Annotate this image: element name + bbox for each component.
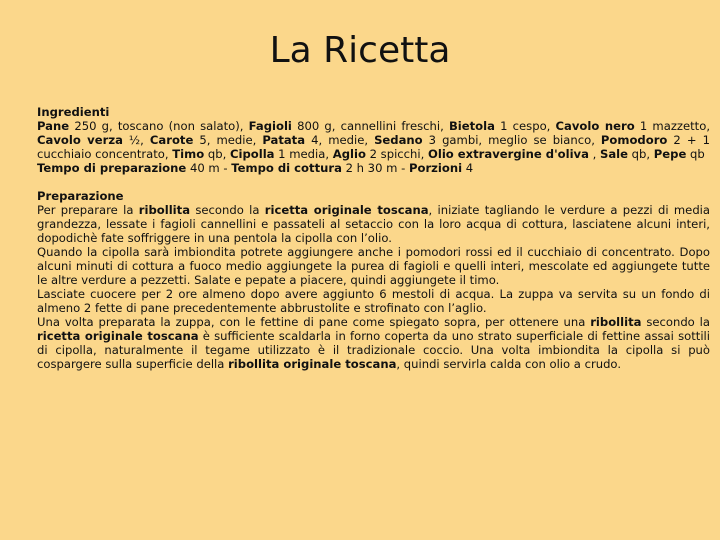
- text-run: 800 g, cannellini freschi,: [291, 119, 449, 133]
- bold-term: Tempo di cottura: [231, 161, 342, 175]
- bold-term: Aglio: [332, 147, 366, 161]
- text-run: 2 + 1 cucchiaio concentrato,: [37, 133, 710, 161]
- bold-term: Pepe: [653, 147, 687, 161]
- ingredients-heading: Ingredienti: [37, 105, 110, 119]
- text-run: ,: [588, 147, 600, 161]
- text-run: Una volta preparata la zuppa, con le fettine di pane come spiegato sopra, per ottenere una: [37, 315, 591, 329]
- text-run: 5, medie,: [193, 133, 263, 147]
- text-run: 4: [462, 161, 474, 175]
- text-run: 2 spicchi,: [365, 147, 428, 161]
- text-run: qb: [686, 147, 705, 161]
- text-run: , iniziate tagliando le verdure a pezzi di media grandezza, lessate i fagioli cannellini e passateli al setaccio con la loro acqua di cottura, lasciatene alcuni interi, dopodichè fate soffriggere in una pentola la cipolla con l’olio.: [37, 203, 711, 245]
- text-run: 1 mazzetto,: [634, 119, 711, 133]
- text-run: 2 h 30 m -: [341, 161, 409, 175]
- time-info: [37, 161, 710, 175]
- text-run: 1 cespo,: [494, 119, 556, 133]
- text-run: 3 gambi, meglio se bianco,: [422, 133, 601, 147]
- bold-term: ricetta originale toscana: [264, 203, 429, 217]
- bold-term: Sedano: [374, 133, 423, 147]
- bold-term: ribollita: [590, 315, 642, 329]
- text-run: qb,: [628, 147, 654, 161]
- bold-term: Pane: [37, 119, 70, 133]
- bold-term: Sale: [599, 147, 628, 161]
- bold-term: Fagioli: [248, 119, 292, 133]
- bold-term: ribollita originale toscana: [228, 357, 397, 371]
- preparation-paragraph: [37, 287, 710, 315]
- text-run: secondo la: [190, 203, 265, 217]
- preparation-paragraph: [37, 315, 710, 371]
- text-run: è sufficiente scaldarla in forno coperta da uno strato superficiale di fettine assai sottili di cipolla, naturalmente il tegame utilizzato è il tradizionale coccio. Una volta imbiondita la cipolla si può cospargere sulla superficie della: [37, 329, 711, 371]
- text-run: Lasciate cuocere per 2 ore almeno dopo avere aggiunto 6 mestoli di acqua. La zuppa va servita su un fondo di almeno 2 fette di pane precedentemente abbrustolite e strofinato con l’aglio.: [37, 287, 710, 315]
- recipe-body: [37, 105, 710, 371]
- ingredients-list: [37, 119, 710, 161]
- bold-term: ribollita: [138, 203, 191, 217]
- text-run: 40 m -: [186, 161, 232, 175]
- text-run: 250 g, toscano (non salato),: [69, 119, 249, 133]
- bold-term: Olio extravergine d'oliva: [427, 147, 589, 161]
- spacer: [37, 175, 710, 189]
- bold-term: ricetta originale toscana: [37, 329, 199, 343]
- slide-title: La Ricetta: [269, 30, 451, 71]
- bold-term: Bietola: [448, 119, 495, 133]
- bold-term: Patata: [262, 133, 306, 147]
- bold-term: Tempo di preparazione: [37, 161, 187, 175]
- bold-term: Cipolla: [229, 147, 275, 161]
- text-run: Per preparare la: [37, 203, 139, 217]
- text-run: , quindi servirla calda con olio a crudo.: [396, 357, 622, 371]
- preparation-paragraph: [37, 245, 710, 287]
- bold-term: Carote: [149, 133, 194, 147]
- bold-term: Timo: [172, 147, 205, 161]
- preparation-paragraph: [37, 203, 710, 245]
- text-run: 1 media,: [274, 147, 333, 161]
- text-run: qb,: [204, 147, 230, 161]
- text-run: secondo la: [641, 315, 710, 329]
- bold-term: Cavolo nero: [555, 119, 635, 133]
- text-run: ½,: [122, 133, 150, 147]
- bold-term: Porzioni: [408, 161, 463, 175]
- bold-term: Pomodoro: [600, 133, 668, 147]
- text-run: Quando la cipolla sarà imbiondita potrete aggiungere anche i pomodori rossi ed il cucchiaio di concentrato. Dopo alcuni minuti di cottura a fuoco medio aggiungete la purea di fagioli e quelli interi, mescolate ed aggiungete tutte le altre verdure a pezzetti. Salate e pepate a piacere, quindi aggiungete il timo.: [37, 245, 710, 287]
- bold-term: Cavolo verza: [37, 133, 123, 147]
- preparation-heading: Preparazione: [37, 189, 124, 203]
- text-run: 4, medie,: [305, 133, 375, 147]
